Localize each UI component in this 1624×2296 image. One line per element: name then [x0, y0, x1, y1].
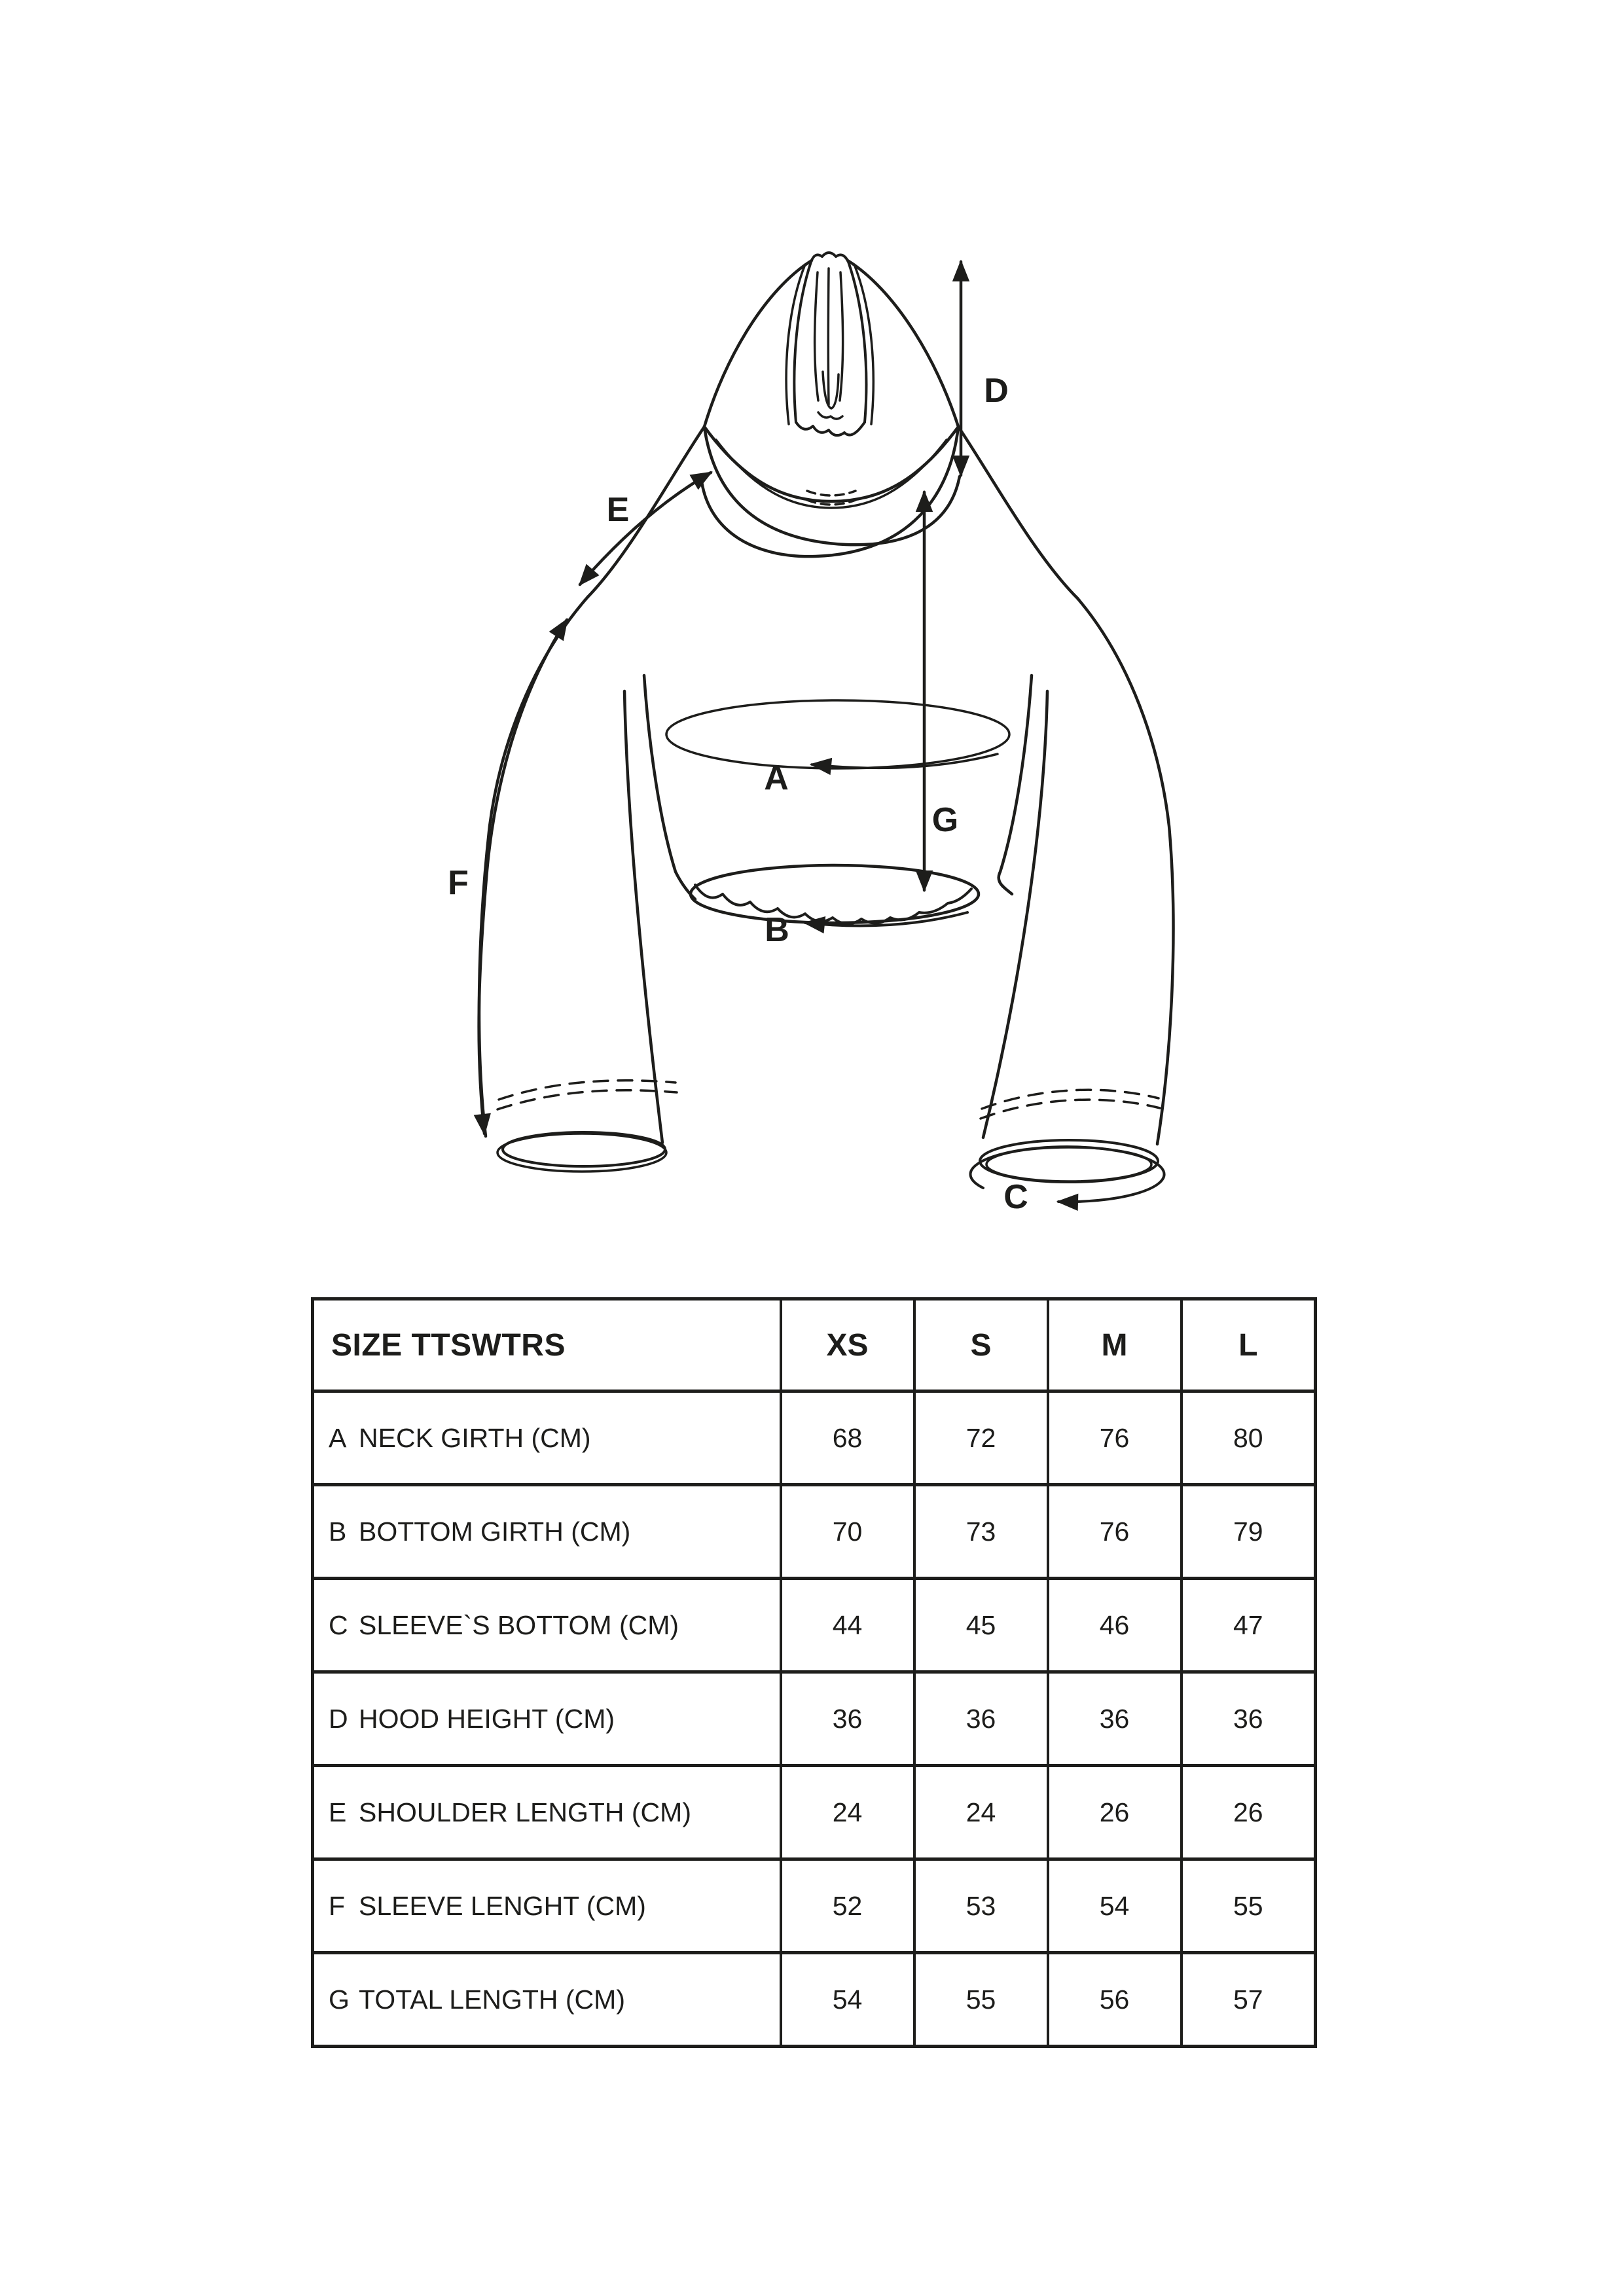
row-name: BOTTOM GIRTH (CM)	[359, 1516, 631, 1547]
cell-value: 70	[781, 1485, 914, 1579]
row-label	[313, 1766, 781, 1859]
cell-value: 55	[1182, 1859, 1316, 1953]
sleeve-right	[958, 427, 1173, 1182]
row-letter: B	[329, 1516, 347, 1547]
cell-value: 68	[781, 1391, 914, 1485]
cell-value: 45	[914, 1579, 1048, 1672]
row-label	[313, 1953, 781, 2047]
row-label	[313, 1391, 781, 1485]
row-label	[313, 1859, 781, 1953]
row-letter: D	[329, 1703, 348, 1734]
table-row-total-length	[313, 1953, 1316, 2047]
size-col-m: M	[1048, 1299, 1182, 1391]
cell-value: 47	[1182, 1579, 1316, 1672]
table-row-neck-girth	[313, 1391, 1316, 1485]
table-title: SIZE TTSWTRS	[313, 1299, 781, 1391]
measure-a-neck-girth	[666, 700, 1009, 768]
cell-value: 36	[1048, 1672, 1182, 1766]
cell-value: 56	[1048, 1953, 1182, 2047]
cell-value: 24	[781, 1766, 914, 1859]
row-label	[313, 1579, 781, 1672]
cell-value: 46	[1048, 1579, 1182, 1672]
table-row-hood-height	[313, 1672, 1316, 1766]
cell-value: 36	[1182, 1672, 1316, 1766]
cell-value: 26	[1048, 1766, 1182, 1859]
size-table-header-row	[313, 1299, 1316, 1391]
measure-f-sleeve-length	[479, 620, 567, 1134]
size-table	[311, 1297, 1317, 2048]
diagram-label-f: F	[448, 864, 469, 902]
hood-gather	[786, 253, 873, 435]
row-letter: C	[329, 1609, 348, 1640]
cell-value: 24	[914, 1766, 1048, 1859]
diagram-label-a: A	[764, 759, 789, 797]
cell-value: 26	[1182, 1766, 1316, 1859]
row-name: NECK GIRTH (CM)	[359, 1422, 591, 1453]
row-letter: G	[329, 1984, 350, 2015]
cell-value: 79	[1182, 1485, 1316, 1579]
cell-value: 73	[914, 1485, 1048, 1579]
table-row-shoulder-length	[313, 1766, 1316, 1859]
cell-value: 54	[781, 1953, 914, 2047]
diagram-label-g: G	[931, 801, 959, 839]
row-name: TOTAL LENGTH (CM)	[359, 1984, 625, 2015]
row-name: SLEEVE`S BOTTOM (CM)	[359, 1609, 679, 1640]
row-name: SLEEVE LENGHT (CM)	[359, 1890, 646, 1921]
sleeve-left	[479, 427, 704, 1172]
hem-gather-wave	[695, 885, 971, 924]
cell-value: 72	[914, 1391, 1048, 1485]
row-letter: E	[329, 1797, 347, 1827]
row-name: HOOD HEIGHT (CM)	[359, 1703, 615, 1734]
diagram-label-d: D	[984, 372, 1009, 410]
size-col-xs: XS	[781, 1299, 914, 1391]
cell-value: 36	[781, 1672, 914, 1766]
row-name: SHOULDER LENGTH (CM)	[359, 1797, 691, 1827]
size-col-s: S	[914, 1299, 1048, 1391]
cell-value: 36	[914, 1672, 1048, 1766]
cell-value: 53	[914, 1859, 1048, 1953]
cell-value: 76	[1048, 1485, 1182, 1579]
table-row-bottom-girth	[313, 1485, 1316, 1579]
diagram-label-e: E	[606, 491, 630, 529]
diagram-label-c: C	[1003, 1178, 1028, 1216]
cell-value: 55	[914, 1953, 1048, 2047]
cell-value: 57	[1182, 1953, 1316, 2047]
measure-e-shoulder-length	[580, 473, 711, 584]
cell-value: 52	[781, 1859, 914, 1953]
cell-value: 44	[781, 1579, 914, 1672]
cell-value: 80	[1182, 1391, 1316, 1485]
row-letter: A	[329, 1422, 347, 1453]
diagram-label-b: B	[765, 911, 789, 949]
cell-value: 76	[1048, 1391, 1182, 1485]
row-letter: F	[329, 1890, 346, 1921]
table-row-sleeves-bottom	[313, 1579, 1316, 1672]
table-row-sleeve-length	[313, 1859, 1316, 1953]
cell-value: 54	[1048, 1859, 1182, 1953]
row-label	[313, 1485, 781, 1579]
row-label	[313, 1672, 781, 1766]
size-col-l: L	[1182, 1299, 1316, 1391]
